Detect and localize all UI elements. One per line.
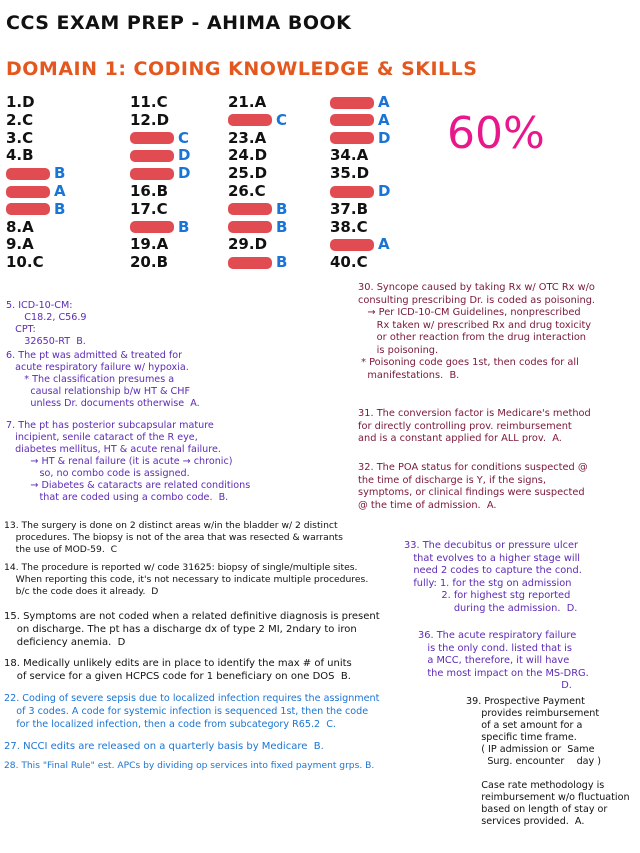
note-q31: 31. The conversion factor is Medicare's method for directly controlling prov. reimbursement and is a constant applied for ALL prov. A. (358, 408, 591, 444)
answer-15 (130, 165, 190, 181)
answer-text: 17.C (130, 199, 168, 218)
answer-37 (330, 201, 368, 217)
note-q36: 36. The acute respiratory failure is the only cond. listed that is a MCC, therefore, it will have the most impact on the MS-DRG. D. (418, 630, 589, 691)
redaction-mark (330, 186, 374, 198)
answer-33 (330, 130, 390, 146)
answer-2 (6, 112, 33, 128)
answer-text: 40.C (330, 253, 368, 272)
answer-39 (330, 236, 390, 252)
answer-text: 9.A (6, 235, 34, 254)
answer-20 (130, 254, 168, 270)
answer-text: 20.B (130, 253, 169, 272)
redaction-mark (130, 168, 174, 180)
answer-8 (6, 219, 34, 235)
answer-1 (6, 94, 35, 110)
correction-letter: A (378, 235, 390, 254)
answer-text: 1.D (6, 93, 35, 111)
correction-letter: D (178, 164, 191, 183)
redaction-mark (130, 221, 174, 233)
answer-29 (228, 236, 267, 252)
answer-5 (6, 165, 65, 181)
answer-23 (228, 130, 266, 146)
note-q6: 6. The pt was admitted & treated for acute respiratory failure w/ hypoxia. * The classification presumes a causal relationship b/w HT & CHF unless Dr. documents otherwise A. (6, 350, 200, 409)
correction-letter: A (378, 93, 390, 111)
answer-text: 12.D (130, 110, 170, 129)
answer-text: 34.A (330, 146, 369, 165)
answer-25 (228, 165, 267, 181)
answer-text: 2.C (6, 110, 34, 129)
answer-31 (330, 94, 390, 110)
note-q5: 5. ICD-10-CM: C18.2, C56.9 CPT: 32650-RT B. (6, 300, 87, 347)
redaction-mark (228, 203, 272, 215)
answer-22 (228, 112, 287, 128)
answer-text: 26.C (228, 182, 266, 200)
answer-text: 8.A (6, 217, 34, 236)
answer-text: 35.D (330, 164, 370, 183)
note-q22: 22. Coding of severe sepsis due to localized infection requires the assignment of 3 codes. A code for systemic infection is sequenced 1st, then the code for the localized infection, then a code from subcategory R65.2 C. (4, 693, 380, 730)
correction-letter: B (276, 217, 288, 236)
correction-letter: B (276, 199, 288, 218)
answer-9 (6, 236, 34, 252)
note-q14: 14. The procedure is reported w/ code 31625: biopsy of single/multiple sites. When reporting this code, it's not necessary to indicate multiple procedures. b/c the code does it already. D (4, 562, 369, 597)
redaction-mark (228, 257, 272, 269)
redaction-mark (6, 168, 50, 180)
correction-letter: B (54, 164, 66, 183)
answer-30 (228, 254, 287, 270)
correction-letter: C (178, 128, 190, 147)
answer-12 (130, 112, 169, 128)
answer-text: 10.C (6, 253, 44, 272)
redaction-mark (330, 114, 374, 126)
correction-letter: C (276, 110, 288, 129)
note-q28: 28. This "Final Rule" est. APCs by dividing op services into fixed payment grps. B. (4, 761, 375, 771)
note-q33: 33. The decubitus or pressure ulcer that evolves to a higher stage will need 2 codes to capture the cond. fully: 1. for the stg on admission 2. for highest stg reported during the admission. D. (404, 540, 582, 614)
answer-text: 11.C (130, 93, 168, 111)
correction-letter: B (178, 217, 190, 236)
answer-4 (6, 147, 34, 163)
answer-26 (228, 183, 266, 199)
answer-6 (6, 183, 66, 199)
score-percent: 60% (447, 108, 545, 159)
note-q27: 27. NCCI edits are released on a quarterly basis by Medicare B. (4, 741, 324, 752)
redaction-mark (330, 97, 374, 109)
answer-34 (330, 147, 368, 163)
correction-letter: B (276, 253, 288, 272)
note-q32: 32. The POA status for conditions suspected @ the time of discharge is Y, if the signs, symptoms, or clinical findings were suspected @ the time of admission. A. (358, 462, 588, 511)
redaction-mark (6, 203, 50, 215)
answer-14 (130, 147, 190, 163)
answer-38 (330, 219, 368, 235)
note-q18: 18. Medically unlikely edits are in place to identify the max # of units of service for a given HCPCS code for 1 beneficiary on one DOS B. (4, 658, 352, 682)
answer-text: 29.D (228, 235, 268, 254)
correction-letter: A (54, 182, 66, 200)
answer-24 (228, 147, 267, 163)
note-q7: 7. The pt has posterior subcapsular mature incipient, senile cataract of the R eye, diabetes mellitus, HT & acute renal failure. → HT & renal failure (it is acute → chronic) so, no combo code is assigned. → Diabetes & cataracts are related conditions that are coded using a combo code. B. (6, 420, 251, 503)
answer-text: 19.A (130, 235, 169, 254)
redaction-mark (330, 239, 374, 251)
answer-text: 25.D (228, 164, 268, 183)
answer-text: 21.A (228, 93, 267, 111)
correction-letter: D (378, 128, 391, 147)
correction-letter: D (178, 146, 191, 165)
note-q39: 39. Prospective Payment provides reimbursement of a set amount for a specific time frame. ( IP admission or Same Surg. encounter day ) Case rate methodology is reimbursement w/o fluctuation based on length of stay or services provided. A. (466, 696, 630, 827)
redaction-mark (228, 114, 272, 126)
page-title: CCS EXAM PREP - AHIMA BOOK (6, 12, 352, 34)
redaction-mark (130, 132, 174, 144)
redaction-mark (6, 186, 50, 198)
answer-32 (330, 112, 390, 128)
answer-11 (130, 94, 168, 110)
answer-18 (130, 219, 189, 235)
domain-subtitle: DOMAIN 1: CODING KNOWLEDGE & SKILLS (6, 58, 478, 80)
answer-27 (228, 201, 287, 217)
answer-35 (330, 165, 369, 181)
answer-13 (130, 130, 189, 146)
redaction-mark (330, 132, 374, 144)
correction-letter: A (378, 110, 390, 129)
answer-3 (6, 130, 33, 146)
answer-17 (130, 201, 168, 217)
redaction-mark (228, 221, 272, 233)
answer-36 (330, 183, 390, 199)
answer-40 (330, 254, 368, 270)
correction-letter: B (54, 199, 66, 218)
answer-text: 24.D (228, 146, 268, 165)
answer-7 (6, 201, 65, 217)
correction-letter: D (378, 182, 391, 200)
answer-text: 38.C (330, 217, 368, 236)
note-q13: 13. The surgery is done on 2 distinct areas w/in the bladder w/ 2 distinct procedures. The biopsy is not of the area that was resected & warrants the use of MOD-59. C (4, 520, 343, 555)
redaction-mark (130, 150, 174, 162)
answer-text: 23.A (228, 128, 267, 147)
note-q15: 15. Symptoms are not coded when a related definitive diagnosis is present on discharge. The pt has a discharge dx of type 2 MI, 2ndary to iron deficiency anemia. D (4, 611, 380, 648)
answer-text: 4.B (6, 146, 34, 165)
answer-text: 3.C (6, 128, 34, 147)
answer-21 (228, 94, 266, 110)
answer-text: 16.B (130, 182, 169, 200)
answer-10 (6, 254, 44, 270)
answer-28 (228, 219, 287, 235)
answer-16 (130, 183, 168, 199)
answer-text: 37.B (330, 199, 369, 218)
note-q30: 30. Syncope caused by taking Rx w/ OTC Rx w/o consulting prescribing Dr. is coded as poisoning. → Per ICD-10-CM Guidelines, nonprescribed Rx taken w/ prescribed Rx and drug toxicity or other reaction from the drug interaction is poisoning. * Poisoning code goes 1st, then codes for all manifestations. B. (358, 282, 596, 381)
answer-19 (130, 236, 168, 252)
